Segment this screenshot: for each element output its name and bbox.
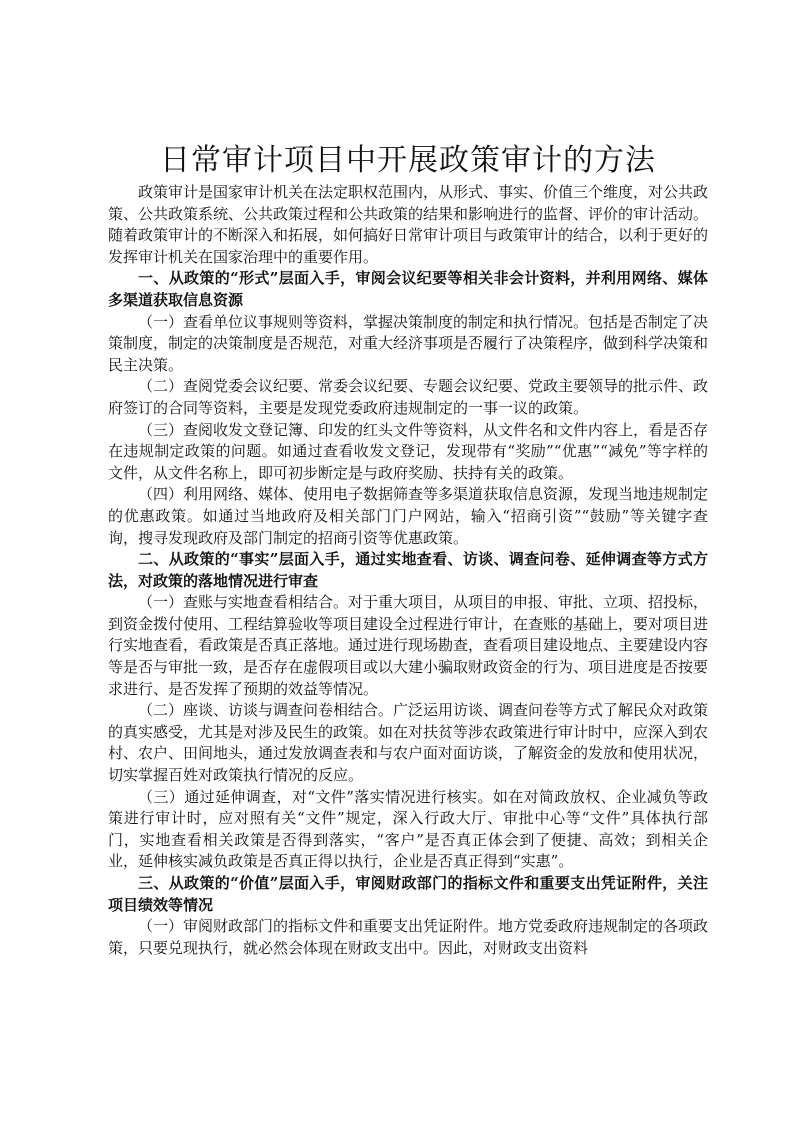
document-body: [108, 182, 708, 959]
section-heading: 二、从政策的“事实”层面入手，通过实地查看、访谈、调查问卷、延伸调查等方式方法，对政策的落地情况进行审查: [108, 550, 708, 590]
body-paragraph: 政策审计是国家审计机关在法定职权范围内，从形式、事实、价值三个维度，对公共政策、公共政策系统、公共政策过程和公共政策的结果和影响进行的监督、评价的审计活动。随着政策审计的不断深入和拓展，如何搞好日常审计项目与政策审计的结合，以利于更好的发挥审计机关在国家治理中的重要作用。: [108, 183, 709, 266]
section-heading: 三、从政策的“价值”层面入手，审阅财政部门的指标文件和重要支出凭证附件，关注项目绩效等情况: [108, 874, 708, 914]
body-paragraph: （二）座谈、访谈与调查问卷相结合。广泛运用访谈、调查问卷等方式了解民众对政策的真实感受，尤其是对涉及民生的政策。如在对扶贫等涉农政策进行审计时中，应深入到农村、农户、田间地头，通过发放调查表和与农户面对面访谈，了解资金的发放和使用状况，切实掌握百姓对政策执行情况的反应。: [108, 701, 709, 785]
document-title: 日常审计项目中开展政策审计的方法: [160, 143, 656, 178]
body-paragraph: （一）审阅财政部门的指标文件和重要支出凭证附件。地方党委政府违规制定的各项政策，只要兑现执行，就必然会体现在财政支出中。因此，对财政支出资料: [108, 917, 709, 957]
section-heading: 一、从政策的“形式”层面入手，审阅会议纪要等相关非会计资料，并利用网络、媒体多渠道获取信息资源: [108, 269, 708, 309]
body-paragraph: （二）查阅党委会议纪要、常委会议纪要、专题会议纪要、党政主要领导的批示件、政府签订的合同等资料，主要是发现党委政府违规制定的一事一议的政策。: [108, 377, 709, 417]
body-paragraph: （一）查账与实地查看相结合。对于重大项目，从项目的申报、审批、立项、招投标，到资金拨付使用、工程结算验收等项目建设全过程进行审计，在查账的基础上，要对项目进行实地查看，看政策是否真正落地。通过进行现场勘查，查看项目建设地点、主要建设内容等是否与审批一致，是否存在虚假项目或以大建小骗取财政资金的行为、项目进度是否按要求进行、是否发挥了预期的效益等情况。: [108, 593, 709, 698]
body-paragraph: （三）通过延伸调查，对“文件”落实情况进行核实。如在对简政放权、企业减负等政策进行审计时，应对照有关“文件”规定，深入行政大厅、审批中心等“文件”具体执行部门，实地查看相关政策是否得到落实，“客户”是否真正体会到了便捷、高效；到相关企业，延伸核实减负政策是否真正得以执行，企业是否真正得到“实惠”。: [108, 787, 708, 871]
body-paragraph: （一）查看单位议事规则等资料，掌握决策制度的制定和执行情况。包括是否制定了决策制度，制定的决策制度是否规范，对重大经济事项是否履行了决策程序，做到科学决策和民主决策。: [108, 312, 709, 374]
body-paragraph: （三）查阅收发文登记簿、印发的红头文件等资料，从文件名和文件内容上，看是否存在违规制定政策的问题。如通过查看收发文登记，发现带有“奖励”“优惠”“减免”等字样的文件，从文件名称上，即可初步断定是与政府奖励、扶持有关的政策。: [108, 420, 709, 482]
body-paragraph: （四）利用网络、媒体、使用电子数据筛查等多渠道获取信息资源，发现当地违规制定的优惠政策。如通过当地政府及相关部门门户网站，输入“招商引资”“鼓励”等关键字查询，搜寻发现政府及部门制定的招商引资等优惠政策。: [108, 485, 709, 547]
